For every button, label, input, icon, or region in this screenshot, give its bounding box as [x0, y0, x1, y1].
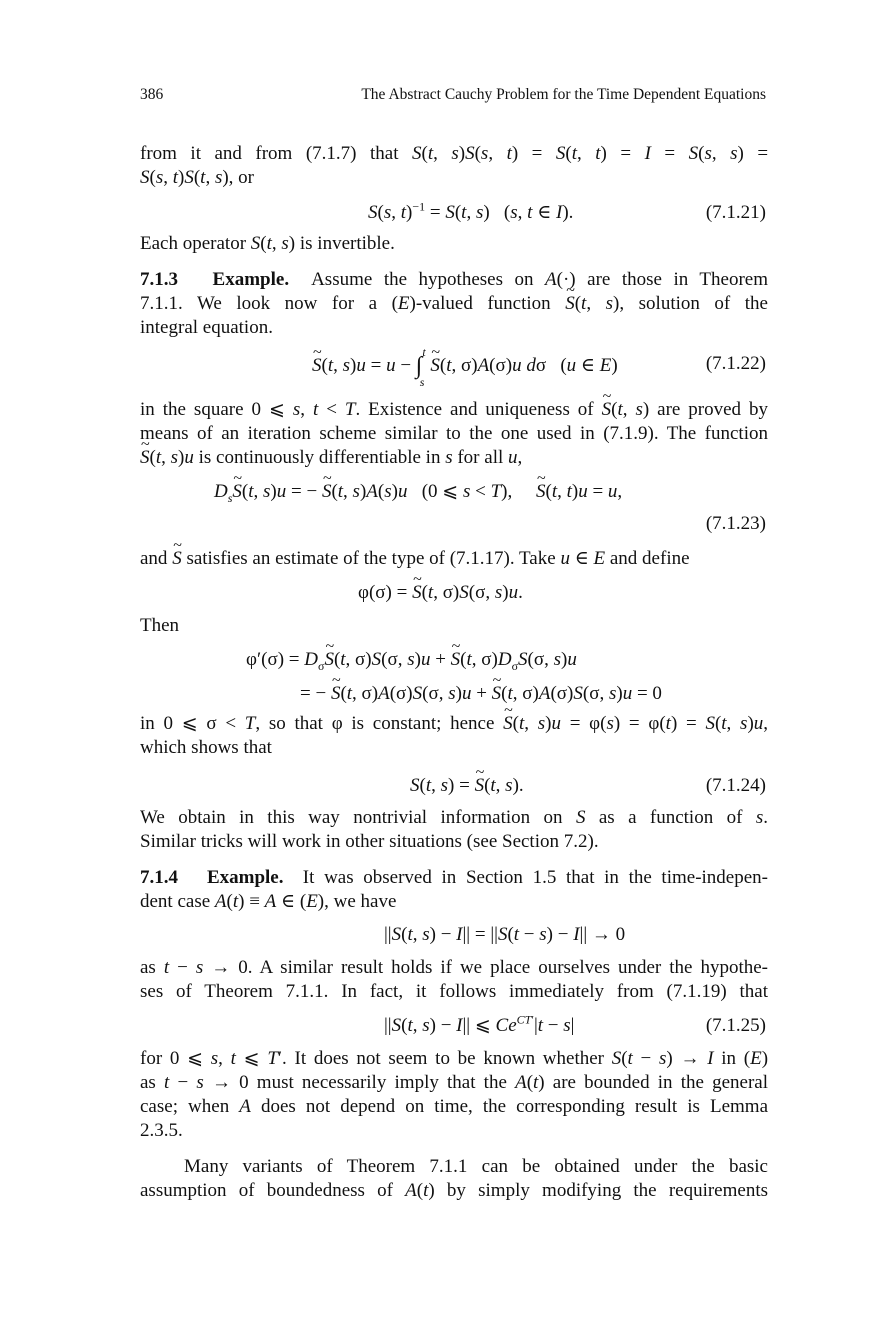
equation-number: (7.1.24): [705, 775, 766, 796]
text-line: 2.3.5.: [140, 1120, 183, 1141]
text-line: in 0 ⩽ σ < T, so that φ is constant; hence ~ S(t, s)u = φ(s) = φ(t) = S(t, s)u,: [140, 712, 768, 736]
text-line: 7.1.1. We look now for a (E)-valued function ~ S(t, s), solution of the: [140, 292, 768, 316]
page-number: 386: [140, 86, 164, 103]
text-line: Then: [140, 615, 180, 636]
running-title: The Abstract Cauchy Problem for the Time Dependent Equations: [361, 86, 766, 103]
text-line: and ~ S satisfies an estimate of the type of (7.1.17). Take u ∈ E and define: [140, 547, 768, 571]
equation-number: (7.1.22): [705, 353, 766, 374]
text-line: case; when A does not depend on time, the corresponding result is Lemma: [140, 1096, 768, 1117]
text-line: means of an iteration scheme similar to the one used in (7.1.9). The function: [140, 423, 768, 444]
text-line: ~ S(t, s)u is continuously differentiable in s for all u,: [140, 446, 768, 470]
equation-number: (7.1.25): [705, 1015, 766, 1036]
equation-phi-def: φ(σ) = ~ S(t, σ)S(σ, s)u.: [358, 581, 523, 605]
equation-phi-derivative-1: $\varphi'(\sigma) = D_\sigma\sim$ S(t, σ)S(σ, s)u + ~ S(t, $\sigma)D_\sigma S(\sigma$, s)u: [246, 648, 577, 672]
text-line: as t − s → 0 must necessarily imply that the A(t) are bounded in the general: [140, 1072, 769, 1093]
equation-7-1-21: S(s, t)$^{-1}$ = S(t, s) (s, t ∈ I).: [368, 199, 574, 223]
text-line: in the square 0 ⩽ s, t < T. Existence and uniqueness of ~ S(t, s) are proved by: [140, 398, 768, 422]
equation-7-1-22: ~ S(t, s)u = u − ∫$^t_s$~ S(t, σ)A(σ)u dσ (u ∈ E): [312, 352, 618, 378]
equation-norm-limit: ||S(t, s) − I|| = ||S(t − s) − I|| → 0: [384, 924, 626, 945]
equation-7-1-23: $D_s\sim$ S(t, s)u = − ~ S(t, s)A(s)u (0 ⩽ s < T), ~ S(t, t)u = u,: [214, 480, 622, 504]
text-line: Each operator S(t, s) is invertible.: [140, 233, 395, 254]
text-line: integral equation.: [140, 317, 273, 338]
text-line: which shows that: [140, 737, 272, 758]
text-line: S(s, t)S(t, s), or: [140, 167, 255, 188]
text-line: Many variants of Theorem 7.1.1 can be obtained under the basic: [184, 1156, 768, 1177]
text-line: for 0 ⩽ s, t ⩽ T′. It does not seem to be known whether S(t − s) → I in (E): [140, 1048, 769, 1069]
equation-number: (7.1.23): [705, 513, 766, 534]
text-line: dent case A(t) ≡ A ∈ (E), we have: [140, 891, 397, 912]
running-header: [140, 86, 766, 108]
equation-7-1-25: ||S(t, s) − I|| ⩽ $Ce^{CT'}|t - s|$: [384, 1012, 575, 1036]
equation-number: (7.1.21): [705, 202, 766, 223]
text-line: We obtain in this way nontrivial information on S as a function of s.: [140, 807, 768, 828]
equation-7-1-24: S(t, s) = ~ S(t, s).: [410, 774, 524, 798]
text-line: assumption of boundedness of A(t) by simply modifying the requirements: [140, 1180, 768, 1201]
text-line: as t − s → 0. A similar result holds if we place ourselves under the hypothe-: [140, 957, 769, 978]
text-line: 7.1.3 Example. Assume the hypotheses on A(·) are those in Theorem: [140, 269, 769, 290]
equation-phi-derivative-2: = − ~ S(t, σ)A(σ)S(σ, s)u + ~ S(t, σ)A(σ)S(σ, s)u = 0: [300, 682, 662, 706]
text-line: ses of Theorem 7.1.1. In fact, it follows immediately from (7.1.19) that: [140, 981, 768, 1002]
text-line: Similar tricks will work in other situations (see Section 7.2).: [140, 831, 599, 852]
text-line: from it and from (7.1.7) that S(t, s)S(s, t) = S(t, t) = I = S(s, s) =: [140, 143, 769, 164]
text-line: 7.1.4 Example. It was observed in Section 1.5 that in the time-indepen-: [140, 867, 769, 888]
